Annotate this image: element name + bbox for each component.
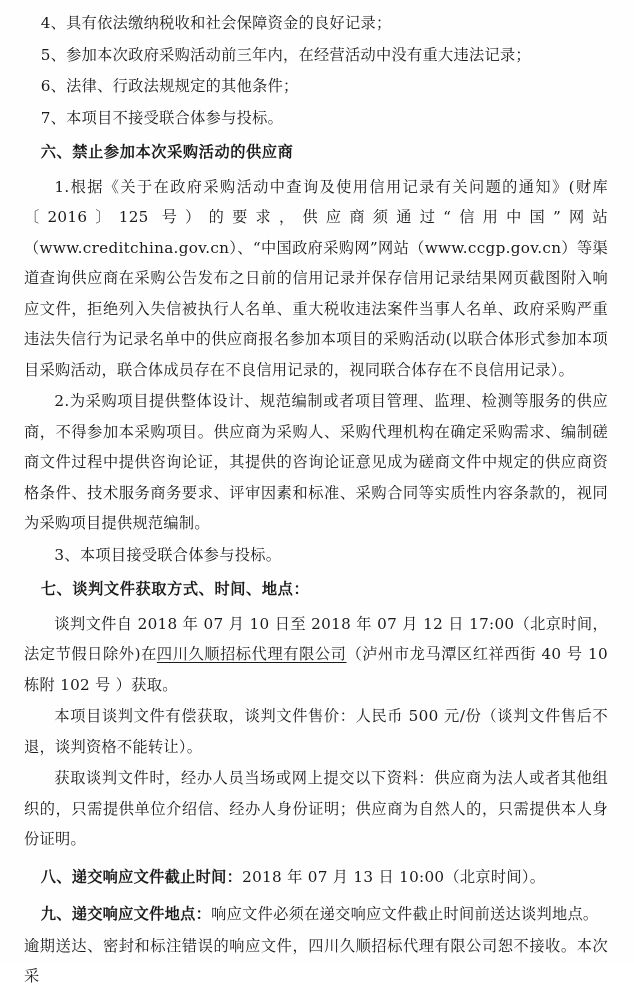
- paragraph-six-1: 1.根据《关于在政府采购活动中查询及使用信用记录有关问题的通知》(财库〔2016〕125 号）的要求，供应商须通过“信用中国”网站（www.creditchina.gov.cn）、“中国政府采购网”网站（www.ccgp.gov.cn）等渠道查询供应商在采购公告发布之日前的信用记录并保存信用记录结果网页截图附入响应文件，拒绝列入失信被执行人名单、重大税收违法案件当事人名单、政府采购严重违法失信行为记录名单中的供应商报名参加本项目的采购活动(以联合体形式参加本项目采购活动，联合体成员存在不良信用记录的，视同联合体存在不良信用记录）。: [24, 177, 608, 379]
- agency-address: （泸州市龙马潭区红祥西街 40 号 10 栋附 102 号 ）: [24, 645, 608, 694]
- agency-name: 四川久顺招标代理有限公司: [156, 645, 347, 663]
- acquire-text-pre: 谈判文件自 2018 年 07 月 10 日至 2018 年 07 月 12 日 17:00（北京时间，法定节假日除外)在: [24, 614, 608, 663]
- section-eight-label: 八、递交响应文件截止时间：: [40, 867, 243, 886]
- section-nine-text: 响应文件必须在递交响应文件截止时间前送达谈判地点。: [211, 905, 599, 923]
- paragraph-seven-2: 本项目谈判文件有偿获取，谈判文件售价：人民币 500 元/份（谈判文件售后不退，谈判资格不能转让）。: [24, 707, 608, 756]
- paragraph-six-2: 2.为采购项目提供整体设计、规范编制或者项目管理、监理、检测等服务的供应商，不得参加本采购项目。供应商为采购人、采购代理机构在确定采购需求、编制磋商文件过程中提供咨询论证，其提供的咨询论证意见成为磋商文件中规定的供应商资格条件、技术服务商务要求、评审因素和标准、采购合同等实质性内容条款的，视同为采购项目提供规范编制。: [24, 392, 608, 532]
- paragraph-seven-1: [24, 609, 608, 701]
- section-nine-label: 九、递交响应文件地点：: [40, 905, 212, 923]
- list-item: 7、本项目不接受联合体参与投标。: [40, 108, 284, 127]
- list-item: 4、具有依法缴纳税收和社会保障资金的良好记录；: [40, 14, 392, 32]
- paragraph-nine-1: 逾期送达、密封和标注错误的响应文件，四川久顺招标代理有限公司恕不接收。本次采: [24, 936, 608, 985]
- list-item: 6、法律、行政法规规定的其他条件；: [40, 77, 299, 95]
- section-heading-six: 六、禁止参加本次采购活动的供应商: [40, 143, 294, 161]
- list-item: 5、参加本次政府采购活动前三年内，在经营活动中没有重大违法记录；: [40, 45, 531, 64]
- section-nine: [24, 899, 608, 930]
- acquire-text-post: 获取。: [131, 675, 178, 694]
- paragraph-seven-3: 获取谈判文件时，经办人员当场或网上提交以下资料：供应商为法人或者其他组织的，只需提供单位介绍信、经办人身份证明；供应商为自然人的，只需提供本人身份证明。: [24, 769, 608, 848]
- paragraph-six-3: 3、本项目接受联合体参与投标。: [54, 545, 282, 564]
- section-eight: [24, 862, 608, 893]
- section-heading-seven: 七、谈判文件获取方式、时间、地点：: [40, 580, 310, 598]
- section-eight-text: 2018 年 07 月 13 日 10:00（北京时间）。: [242, 867, 546, 886]
